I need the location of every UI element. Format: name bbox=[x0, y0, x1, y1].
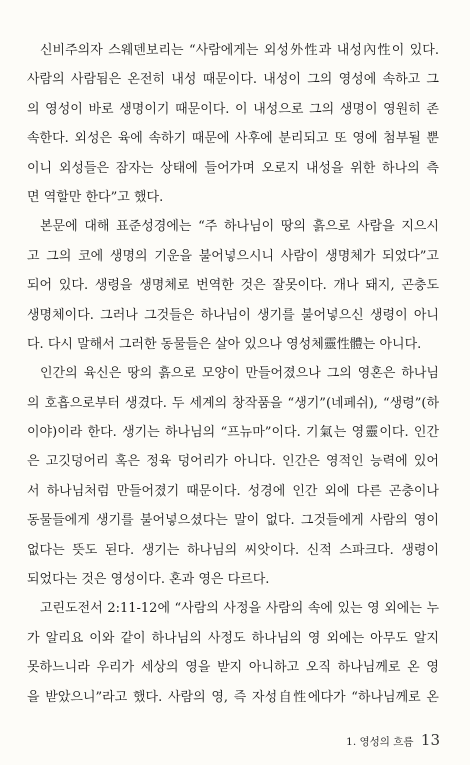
page-number: 13 bbox=[420, 731, 440, 749]
text-line: 인간의 육신은 땅의 흙으로 모양이 만들어졌으나 그의 영혼은 하나님 bbox=[40, 366, 439, 382]
text-line: 이니 외성들은 잠자는 상태에 들어가며 오로지 내성을 위한 하나의 측 bbox=[27, 160, 439, 176]
text-line: 되어 있다. 생령을 생명체로 번역한 것은 잘못이다. 개나 돼지, 곤충도 bbox=[27, 278, 439, 294]
paragraph bbox=[27, 212, 439, 359]
text-line: 가 알리요 이와 같이 하나님의 사정도 하나님의 영 외에는 아무도 알지 bbox=[27, 630, 439, 646]
text-line: 신비주의자 스웨덴보리는 “사람에게는 외성外性과 내성內性이 있다. bbox=[40, 43, 439, 58]
text-line: 서 하나님처럼 만들어졌기 때문이다. 성경에 인간 외에 다른 곤충이나 bbox=[27, 483, 439, 499]
page-body bbox=[27, 36, 439, 712]
text-line: 의 호흡으로부터 생겼다. 두 세계의 창작품을 “생기”(네페쉬), “생령”(하 bbox=[27, 395, 439, 411]
text-line: 고린도전서 2:11-12에 “사람의 사정을 사람의 속에 있는 영 외에는 누 bbox=[40, 601, 439, 617]
paragraph bbox=[27, 594, 439, 712]
paragraph bbox=[27, 36, 439, 212]
text-line: 사람의 사람됨은 온전히 내성 때문이다. 내성이 그의 영성에 속하고 그 bbox=[27, 72, 439, 88]
text-line: 은 고깃덩어리 혹은 정육 덩어리가 아니다. 인간은 영적인 능력에 있어 bbox=[27, 454, 439, 470]
text-line: 면 역할만 한다”고 했다. bbox=[27, 189, 164, 205]
page-footer bbox=[346, 731, 440, 749]
paragraph bbox=[27, 359, 439, 594]
text-line: 의 영성이 바로 생명이기 때문이다. 이 내성으로 그의 생명이 영원히 존 bbox=[27, 101, 439, 117]
text-line: 못하느니라 우리가 세상의 영을 받지 아니하고 오직 하나님께로 온 영 bbox=[27, 660, 439, 676]
text-line: 다. 다시 말해서 그러한 동물들은 살아 있으나 영성체靈性體는 아니다. bbox=[27, 336, 422, 352]
text-line: 동물들에게 생기를 불어넣으셨다는 말이 없다. 그것들에게 사람의 영이 bbox=[27, 513, 439, 529]
text-line: 고 그의 코에 생명의 기운을 불어넣으시니 사람이 생명체가 되었다”고 bbox=[27, 248, 439, 264]
text-line: 되었다는 것은 영성이다. 혼과 영은 다르다. bbox=[27, 572, 270, 588]
text-line: 이야)이라 한다. 생기는 하나님의 “프뉴마”이다. 기氣는 영靈이다. 인간 bbox=[27, 425, 439, 441]
chapter-title: 1. 영성의 흐름 bbox=[346, 736, 414, 748]
text-line: 본문에 대해 표준성경에는 “주 하나님이 땅의 흙으로 사람을 지으시 bbox=[40, 219, 439, 235]
text-line: 을 받았으니”라고 했다. 사람의 영, 즉 자성自性에다가 “하나님께로 온 bbox=[27, 689, 439, 705]
text-line: 속한다. 외성은 육에 속하기 때문에 사후에 분리되고 또 영에 첨부될 뿐 bbox=[27, 131, 439, 147]
text-line: 없다는 뜻도 된다. 생기는 하나님의 씨앗이다. 신적 스파크다. 생령이 bbox=[27, 542, 439, 558]
text-line: 생명체이다. 그러나 그것들은 하나님이 생기를 불어넣으신 생령이 아니 bbox=[27, 307, 439, 323]
